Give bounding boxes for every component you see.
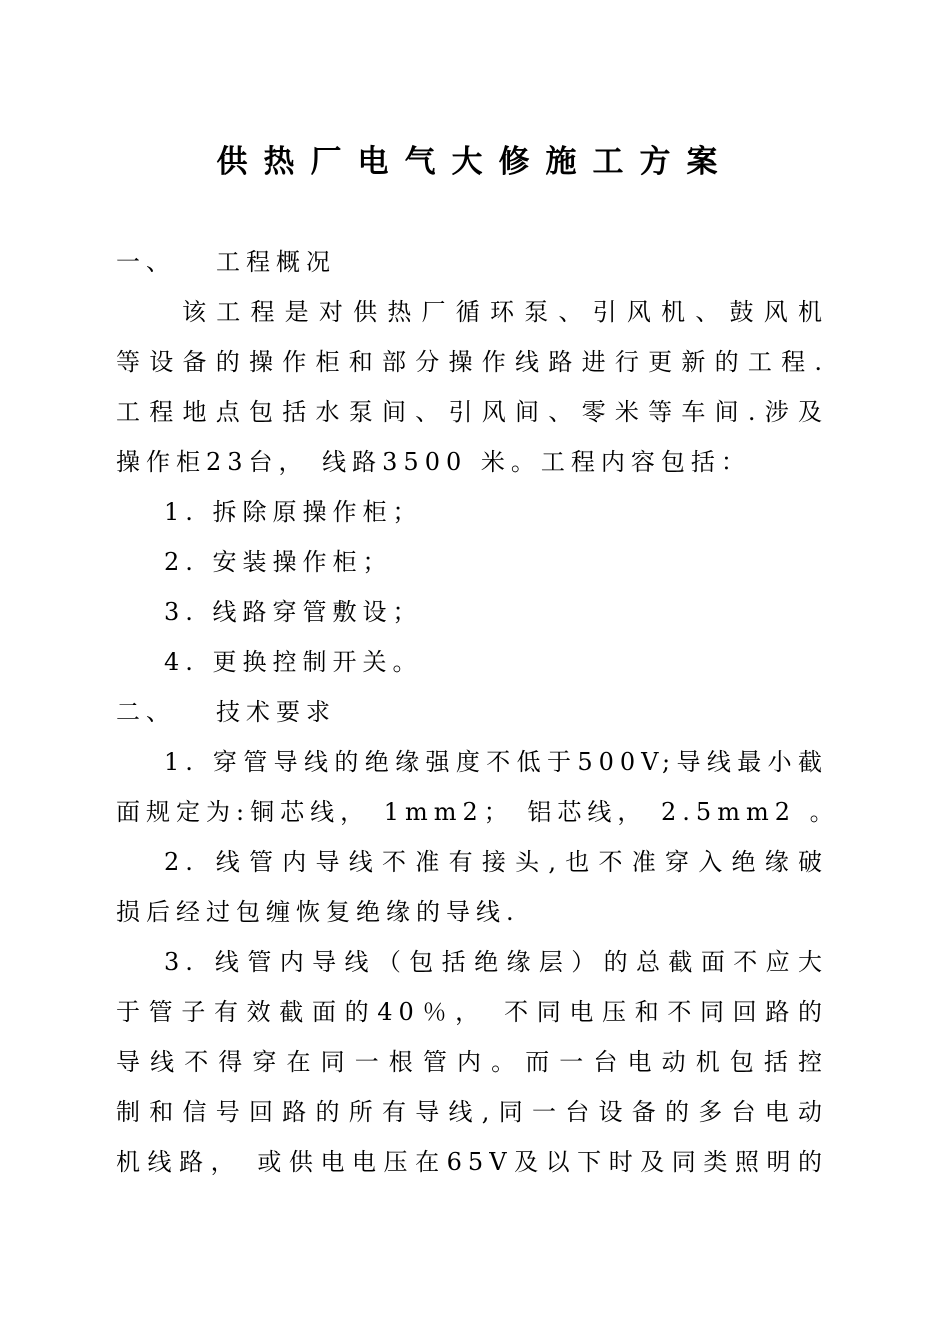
paragraph-line: 1. 穿管导线的绝缘强度不低于500V;导线最小截	[164, 748, 828, 776]
list-item: 2. 安装操作柜；	[164, 548, 393, 576]
paragraph-line: 导线不得穿在同一根管内。而一台电动机包括控	[116, 1048, 828, 1076]
paragraph-line: 于管子有效截面的40％， 不同电压和不同回路的	[116, 998, 828, 1026]
section-number: 二、	[116, 698, 176, 726]
paragraph-line: 3. 线管内导线（包括绝缘层）的总截面不应大	[164, 948, 828, 976]
list-item: 1. 拆除原操作柜；	[164, 498, 423, 526]
paragraph-line: 机线路， 或供电电压在65V及以下时及同类照明的	[116, 1148, 828, 1176]
list-item: 3. 线路穿管敷设；	[164, 598, 423, 626]
section-title: 工程概况	[216, 248, 336, 276]
list-item: 4. 更换控制开关。	[164, 648, 423, 676]
paragraph-line: 工程地点包括水泵间、引风间、零米等车间.涉及	[116, 398, 828, 426]
paragraph-line: 制和信号回路的所有导线,同一台设备的多台电动	[116, 1098, 828, 1126]
section-title: 技术要求	[216, 698, 336, 726]
paragraph-line: 等设备的操作柜和部分操作线路进行更新的工程.	[116, 348, 828, 376]
paragraph-line: 2. 线管内导线不准有接头,也不准穿入绝缘破	[164, 848, 828, 876]
paragraph-line: 该工程是对供热厂循环泵、引风机、鼓风机	[182, 298, 828, 326]
paragraph-line: 面规定为:铜芯线， 1mm2； 铝芯线， 2.5mm2 。	[116, 798, 840, 826]
paragraph-line: 损后经过包缠恢复绝缘的导线.	[116, 898, 520, 926]
section-heading-1	[116, 245, 828, 279]
section-number: 一、	[116, 248, 176, 276]
document-title: 供热厂电气大修施工方案	[216, 144, 734, 180]
section-heading-2	[116, 695, 828, 729]
paragraph-line: 操作柜23台， 线路3500 米。工程内容包括：	[116, 448, 751, 476]
